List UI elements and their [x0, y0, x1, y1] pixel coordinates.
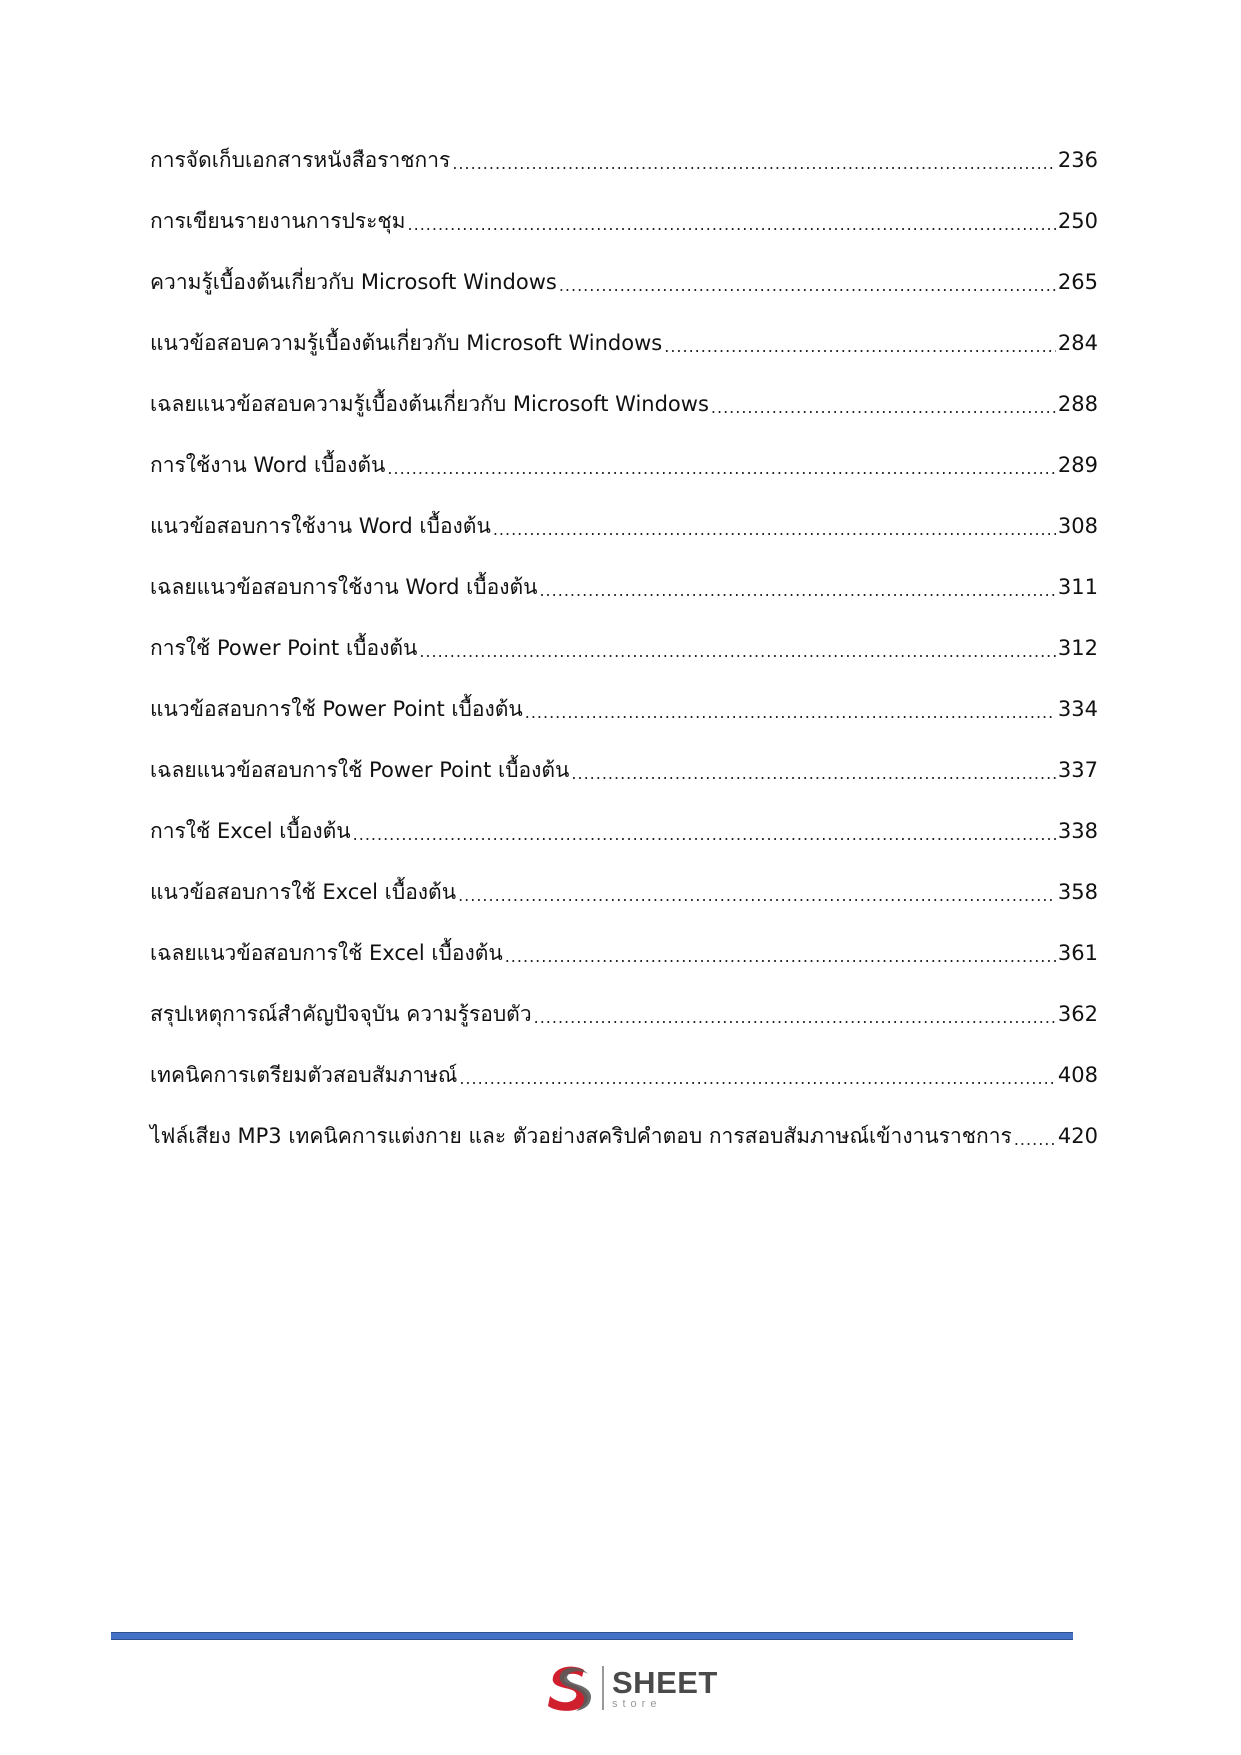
toc-entry-page: 311	[1057, 574, 1098, 599]
toc-entry[interactable]	[150, 538, 1098, 599]
logo-divider	[602, 1666, 604, 1710]
dot-leader	[534, 1002, 1056, 1026]
toc-entry[interactable]	[150, 904, 1098, 965]
dot-leader	[408, 209, 1056, 233]
toc-entry-title: การเขียนรายงานการประชุม	[150, 208, 406, 233]
toc-entry[interactable]	[150, 1026, 1098, 1087]
table-of-contents	[150, 147, 1098, 1148]
sheet-store-logo	[544, 1660, 718, 1716]
dot-leader	[539, 575, 1055, 599]
toc-entry-title: ความรู้เบื้องต้นเกี่ยวกับ Microsoft Windows	[150, 269, 557, 294]
footer-divider	[111, 1632, 1073, 1640]
dot-leader	[505, 941, 1056, 965]
toc-entry-page: 408	[1057, 1062, 1098, 1087]
toc-entry[interactable]	[150, 782, 1098, 843]
toc-entry-page: 308	[1057, 513, 1098, 538]
toc-entry[interactable]	[150, 1087, 1098, 1148]
toc-entry[interactable]	[150, 477, 1098, 538]
toc-entry-page: 338	[1057, 818, 1098, 843]
toc-entry-page: 362	[1057, 1001, 1098, 1026]
toc-entry[interactable]	[150, 721, 1098, 782]
toc-entry[interactable]	[150, 599, 1098, 660]
dot-leader	[664, 331, 1056, 355]
toc-entry[interactable]	[150, 965, 1098, 1026]
toc-entry-title: แนวข้อสอบการใช้ Excel เบื้องต้น	[150, 879, 457, 904]
toc-entry-page: 334	[1057, 696, 1098, 721]
toc-entry-page: 337	[1057, 757, 1098, 782]
dot-leader	[452, 148, 1056, 172]
dot-leader	[571, 758, 1056, 782]
toc-entry-title: ไฟล์เสียง MP3 เทคนิคการแต่งกาย และ ตัวอย่างสคริปคำตอบ การสอบสัมภาษณ์เข้างานราชการ	[150, 1123, 1012, 1148]
toc-entry[interactable]	[150, 147, 1098, 172]
dot-leader	[559, 270, 1056, 294]
toc-entry-title: การใช้งาน Word เบื้องต้น	[150, 452, 386, 477]
toc-entry-title: แนวข้อสอบความรู้เบื้องต้นเกี่ยวกับ Microsoft Windows	[150, 330, 663, 355]
toc-entry[interactable]	[150, 233, 1098, 294]
toc-entry[interactable]	[150, 294, 1098, 355]
toc-entry-page: 236	[1057, 147, 1098, 172]
logo-subtitle: store	[612, 1697, 662, 1710]
toc-entry-title: แนวข้อสอบการใช้ Power Point เบื้องต้น	[150, 696, 523, 721]
logo-wordmark: SHEET	[612, 1664, 718, 1700]
toc-entry-page: 250	[1057, 208, 1098, 233]
toc-entry[interactable]	[150, 355, 1098, 416]
toc-entry-page: 361	[1057, 940, 1098, 965]
toc-entry[interactable]	[150, 660, 1098, 721]
toc-entry[interactable]	[150, 416, 1098, 477]
toc-entry-title: สรุปเหตุการณ์สำคัญปัจจุบัน ความรู้รอบตัว	[150, 1001, 532, 1026]
toc-entry[interactable]	[150, 843, 1098, 904]
toc-entry[interactable]	[150, 172, 1098, 233]
dot-leader	[458, 880, 1056, 904]
toc-entry-title: เฉลยแนวข้อสอบความรู้เบื้องต้นเกี่ยวกับ Microsoft Windows	[150, 391, 709, 416]
toc-entry-page: 289	[1057, 452, 1098, 477]
dot-leader	[525, 697, 1056, 721]
toc-entry-title: การจัดเก็บเอกสารหนังสือราชการ	[150, 147, 451, 172]
toc-entry-page: 265	[1057, 269, 1098, 294]
dot-leader	[1014, 1124, 1056, 1148]
dot-leader	[353, 819, 1056, 843]
toc-entry-page: 420	[1057, 1123, 1098, 1148]
dot-leader	[419, 636, 1056, 660]
toc-entry-page: 312	[1057, 635, 1098, 660]
toc-entry-title: เฉลยแนวข้อสอบการใช้ Excel เบื้องต้น	[150, 940, 503, 965]
toc-entry-page: 358	[1057, 879, 1098, 904]
dot-leader	[459, 1063, 1056, 1087]
toc-entry-title: เฉลยแนวข้อสอบการใช้งาน Word เบื้องต้น	[150, 574, 538, 599]
dot-leader	[711, 392, 1056, 416]
toc-entry-title: แนวข้อสอบการใช้งาน Word เบื้องต้น	[150, 513, 491, 538]
dot-leader	[493, 514, 1056, 538]
toc-entry-title: การใช้ Power Point เบื้องต้น	[150, 635, 418, 660]
toc-entry-title: เฉลยแนวข้อสอบการใช้ Power Point เบื้องต้น	[150, 757, 570, 782]
logo-text	[612, 1664, 718, 1710]
toc-entry-title: เทคนิคการเตรียมตัวสอบสัมภาษณ์	[150, 1062, 458, 1087]
toc-entry-title: การใช้ Excel เบื้องต้น	[150, 818, 351, 843]
sheet-store-logo-icon	[544, 1662, 596, 1714]
dot-leader	[387, 453, 1056, 477]
toc-entry-page: 288	[1057, 391, 1098, 416]
toc-entry-page: 284	[1057, 330, 1098, 355]
